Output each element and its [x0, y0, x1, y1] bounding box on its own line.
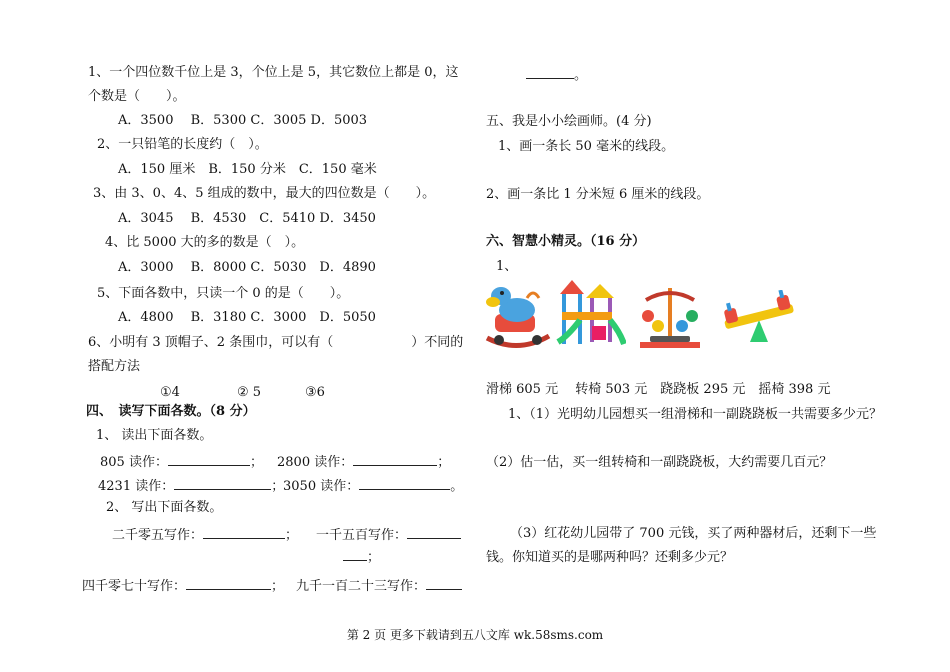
section6-title: 六、智慧小精灵。（16 分） [486, 234, 646, 249]
write-1500-label: 一千五百写作： [316, 528, 408, 543]
write-row-4 [296, 575, 462, 596]
read-row-3 [98, 475, 284, 496]
write-2005-blank[interactable] [203, 524, 285, 539]
section4-q2: 2、 写出下面各数。 [106, 500, 223, 515]
q4-options: A．3000 B．8000 C．5030 D．4890 [118, 260, 376, 275]
q3-options: A．3045 B．4530 C．5410 D．3450 [118, 211, 376, 226]
read-805-blank[interactable] [168, 451, 250, 466]
q6-line1: 6、小明有 3 顶帽子、2 条围巾，可以有（ ）不同的 [88, 335, 464, 350]
write-row-2b [343, 546, 380, 567]
q2-text: 2、一只铅笔的长度约（ ）。 [97, 137, 268, 152]
q1-line2: 个数是（ ）。 [88, 89, 186, 104]
rocking-horse-icon [483, 280, 553, 352]
q4-text: 4、比 5000 大的多的数是（ ）。 [105, 235, 305, 250]
write-1500-semi: ； [367, 550, 381, 565]
top-continuation [526, 64, 587, 85]
section4-q1: 1、 读出下面各数。 [96, 428, 213, 443]
write-1500-blank[interactable] [407, 524, 461, 539]
q1-options: A．3500 B．5300 C．3005 D．5003 [118, 113, 368, 128]
section5-q2: 2、画一条比 1 分米短 6 厘米的线段。 [486, 187, 710, 202]
write-9123-blank[interactable] [426, 575, 462, 590]
read-4231-blank[interactable] [174, 475, 271, 490]
top-blank[interactable] [526, 64, 574, 79]
read-row-2 [277, 451, 450, 472]
write-row-1 [112, 524, 298, 545]
q5-text: 5、下面各数中，只读一个 0 的是（ ）。 [97, 286, 350, 301]
q6-option-2: ② 5 [237, 385, 262, 400]
read-row-4 [283, 475, 463, 496]
problem-2: （2）估一估，买一组转椅和一副跷跷板，大约需要几百元？ [486, 455, 833, 470]
write-4070-label: 四千零七十写作： [82, 579, 187, 594]
top-end: 。 [574, 68, 588, 83]
section5-title: 五、我是小小绘画师。(4 分) [486, 114, 652, 129]
write-4070-blank[interactable] [186, 575, 271, 590]
write-2005-label: 二千零五写作： [112, 528, 204, 543]
section4-title: 四、 读写下面各数。（8 分） [86, 404, 256, 419]
write-4070-semi: ； [271, 579, 285, 594]
q6-option-3: ③6 [305, 385, 325, 400]
read-2800-blank[interactable] [353, 451, 437, 466]
problem-3-line1: （3）红花幼儿园带了 700 元钱，买了两种器材后，还剩下一些 [510, 526, 877, 541]
write-row-3 [82, 575, 284, 596]
carousel-icon [636, 282, 704, 350]
write-1500-blank-cont[interactable] [343, 546, 367, 561]
write-9123-label: 九千一百二十三写作： [296, 579, 427, 594]
read-805-label: 805 读作： [100, 455, 168, 470]
write-row-2a [316, 524, 461, 545]
read-3050-period: 。 [450, 479, 464, 494]
write-2005-semi: ； [285, 528, 299, 543]
problem-1: 1、（1）光明幼儿园想买一组滑梯和一副跷跷板一共需要多少元？ [508, 407, 883, 422]
section6-q1-number: 1、 [496, 259, 518, 274]
q1-line1: 1、一个四位数千位上是 3，个位上是 5，其它数位上都是 0，这 [88, 65, 459, 80]
slide-icon [556, 276, 626, 348]
read-2800-label: 2800 读作： [277, 455, 354, 470]
read-3050-label: 3050 读作： [283, 479, 360, 494]
read-2800-semi: ； [437, 455, 451, 470]
read-805-semi: ； [249, 455, 263, 470]
read-4231-label: 4231 读作： [98, 479, 175, 494]
read-4231-semi: ； [271, 479, 285, 494]
prices-line: 滑梯 605 元 转椅 503 元 跷跷板 295 元 摇椅 398 元 [486, 382, 831, 397]
seesaw-icon [720, 290, 798, 346]
section5-q1: 1、画一条长 50 毫米的线段。 [498, 139, 675, 154]
page-footer: 第 2 页 更多下载请到五八文库 wk.58sms.com [346, 628, 604, 642]
q2-options: A．150 厘米 B．150 分米 C．150 毫米 [118, 162, 377, 177]
read-3050-blank[interactable] [359, 475, 450, 490]
q5-options: A．4800 B．3180 C．3000 D．5050 [118, 310, 376, 325]
read-row-1 [100, 451, 263, 472]
problem-3-line2: 钱。你知道买的是哪两种吗？还剩多少元？ [486, 550, 734, 565]
q6-line2: 搭配方法 [88, 359, 141, 374]
q6-option-1: ①4 [160, 385, 180, 400]
q3-text: 3、由 3、0、4、5 组成的数中，最大的四位数是（ ）。 [93, 186, 436, 201]
